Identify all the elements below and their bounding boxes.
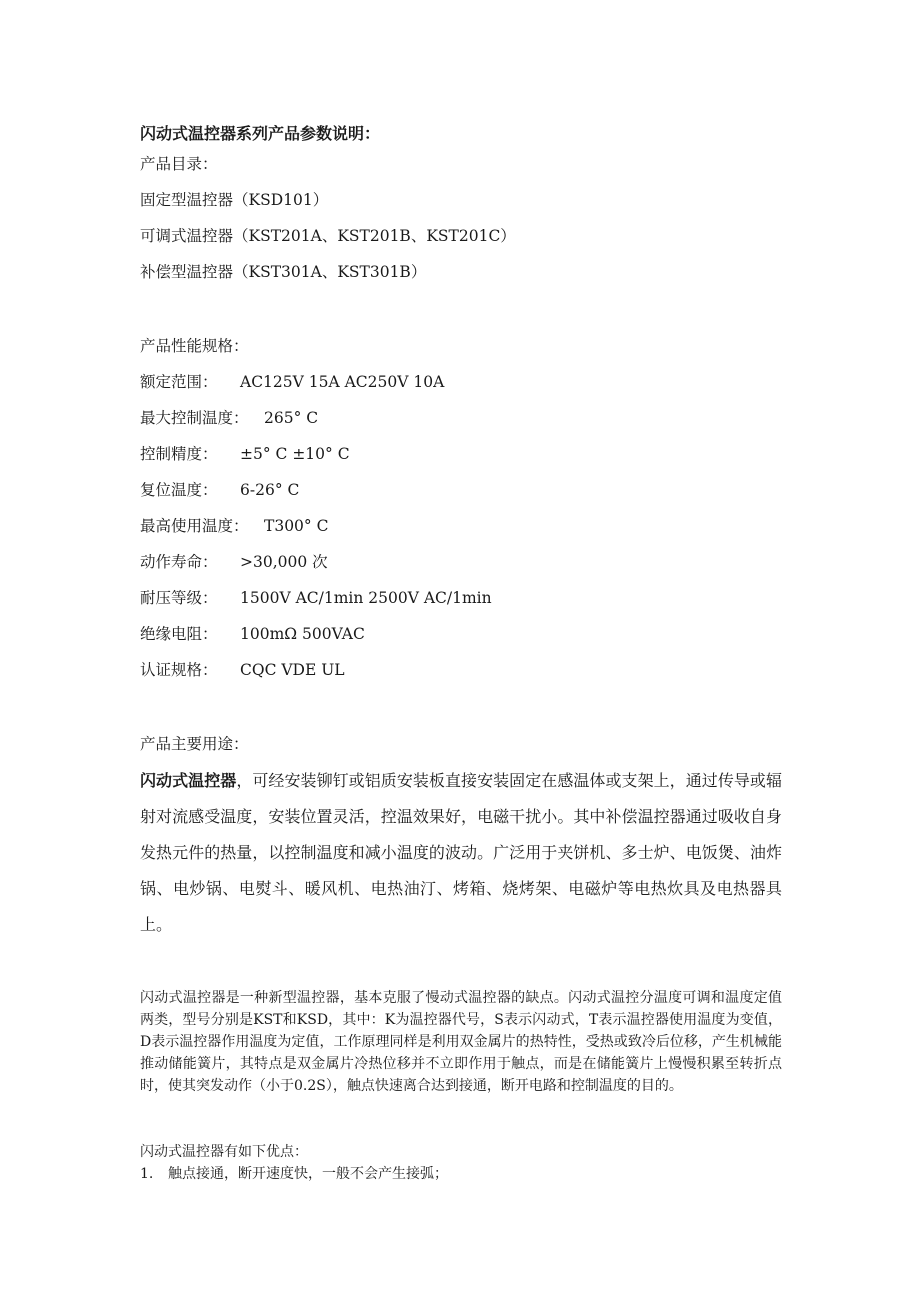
- spec-label: 控制精度：: [140, 445, 218, 463]
- specs-heading: 产品性能规格：: [140, 337, 249, 355]
- spec-label: 额定范围：: [140, 373, 218, 391]
- spec-label: 绝缘电阻：: [140, 625, 218, 643]
- spec-value: 6-26° C: [240, 481, 300, 499]
- catalog-item: 补偿型温控器（KST301A、KST301B）: [140, 263, 427, 281]
- spec-row: [140, 408, 318, 428]
- spec-label: 复位温度：: [140, 481, 218, 499]
- spec-value: ±5° C ±10° C: [240, 445, 350, 463]
- spec-label: 最大控制温度：: [140, 409, 249, 427]
- spec-value: 100mΩ 500VAC: [240, 625, 365, 643]
- catalog-heading: 产品目录：: [140, 155, 218, 173]
- usage-heading: 产品主要用途：: [140, 735, 249, 753]
- advantage-item: [140, 1163, 448, 1185]
- catalog-item: 可调式温控器（KST201A、KST201B、KST201C）: [140, 227, 516, 245]
- usage-paragraph: [140, 763, 782, 943]
- usage-text: ，可经安装铆钉或铝质安装板直接安装固定在感温体或支架上，通过传导或辐射对流感受温度，安装位置灵活，控温效果好，电磁干扰小。其中补偿温控器通过吸收自身发热元件的热量，以控制温度和减小温度的波动。广泛用于夹饼机、多士炉、电饭煲、油炸锅、电炒锅、电熨斗、暖风机、电热油汀、烤箱、烧烤架、电磁炉等电热炊具及电热器具上。: [140, 771, 782, 934]
- advantages-heading: 闪动式温控器有如下优点：: [140, 1144, 308, 1160]
- spec-label: 最高使用温度：: [140, 517, 249, 535]
- spec-row: [140, 444, 350, 464]
- spec-value: >30,000 次: [240, 553, 328, 571]
- spec-value: T300° C: [264, 517, 329, 535]
- advantage-number: 1.: [140, 1166, 154, 1182]
- spec-value: 1500V AC/1min 2500V AC/1min: [240, 589, 492, 607]
- spec-row: [140, 660, 345, 680]
- intro-paragraph: 闪动式温控器是一种新型温控器，基本克服了慢动式温控器的缺点。闪动式温控分温度可调和温度定值两类，型号分别是KST和KSD，其中：K为温控器代号，S表示闪动式，T表示温控器使用温度为变值，D表示温控器作用温度为定值，工作原理同样是利用双金属片的热特性，受热或致冷后位移，产生机械能推动储能簧片，其特点是双金属片冷热位移并不立即作用于触点，而是在储能簧片上慢慢积累至转折点时，使其突发动作（小于0.2S），触点快速离合达到接通，断开电路和控制温度的目的。: [140, 990, 782, 1094]
- spec-row: [140, 588, 492, 608]
- spec-label: 动作寿命：: [140, 553, 218, 571]
- spec-value: AC125V 15A AC250V 10A: [240, 373, 445, 391]
- spec-row: [140, 372, 444, 392]
- advantage-text: 触点接通，断开速度快，一般不会产生接弧；: [168, 1166, 448, 1182]
- spec-row: [140, 480, 299, 500]
- spec-label: 认证规格：: [140, 661, 218, 679]
- spec-value: 265° C: [264, 409, 319, 427]
- spec-value: CQC VDE UL: [240, 661, 345, 679]
- usage-bold-lead: 闪动式温控器: [140, 771, 237, 790]
- spec-row: [140, 516, 328, 536]
- spec-row: [140, 624, 365, 644]
- catalog-item: 固定型温控器（KSD101）: [140, 191, 329, 209]
- document-title: 闪动式温控器系列产品参数说明：: [140, 124, 381, 143]
- spec-row: [140, 552, 328, 572]
- spec-label: 耐压等级：: [140, 589, 218, 607]
